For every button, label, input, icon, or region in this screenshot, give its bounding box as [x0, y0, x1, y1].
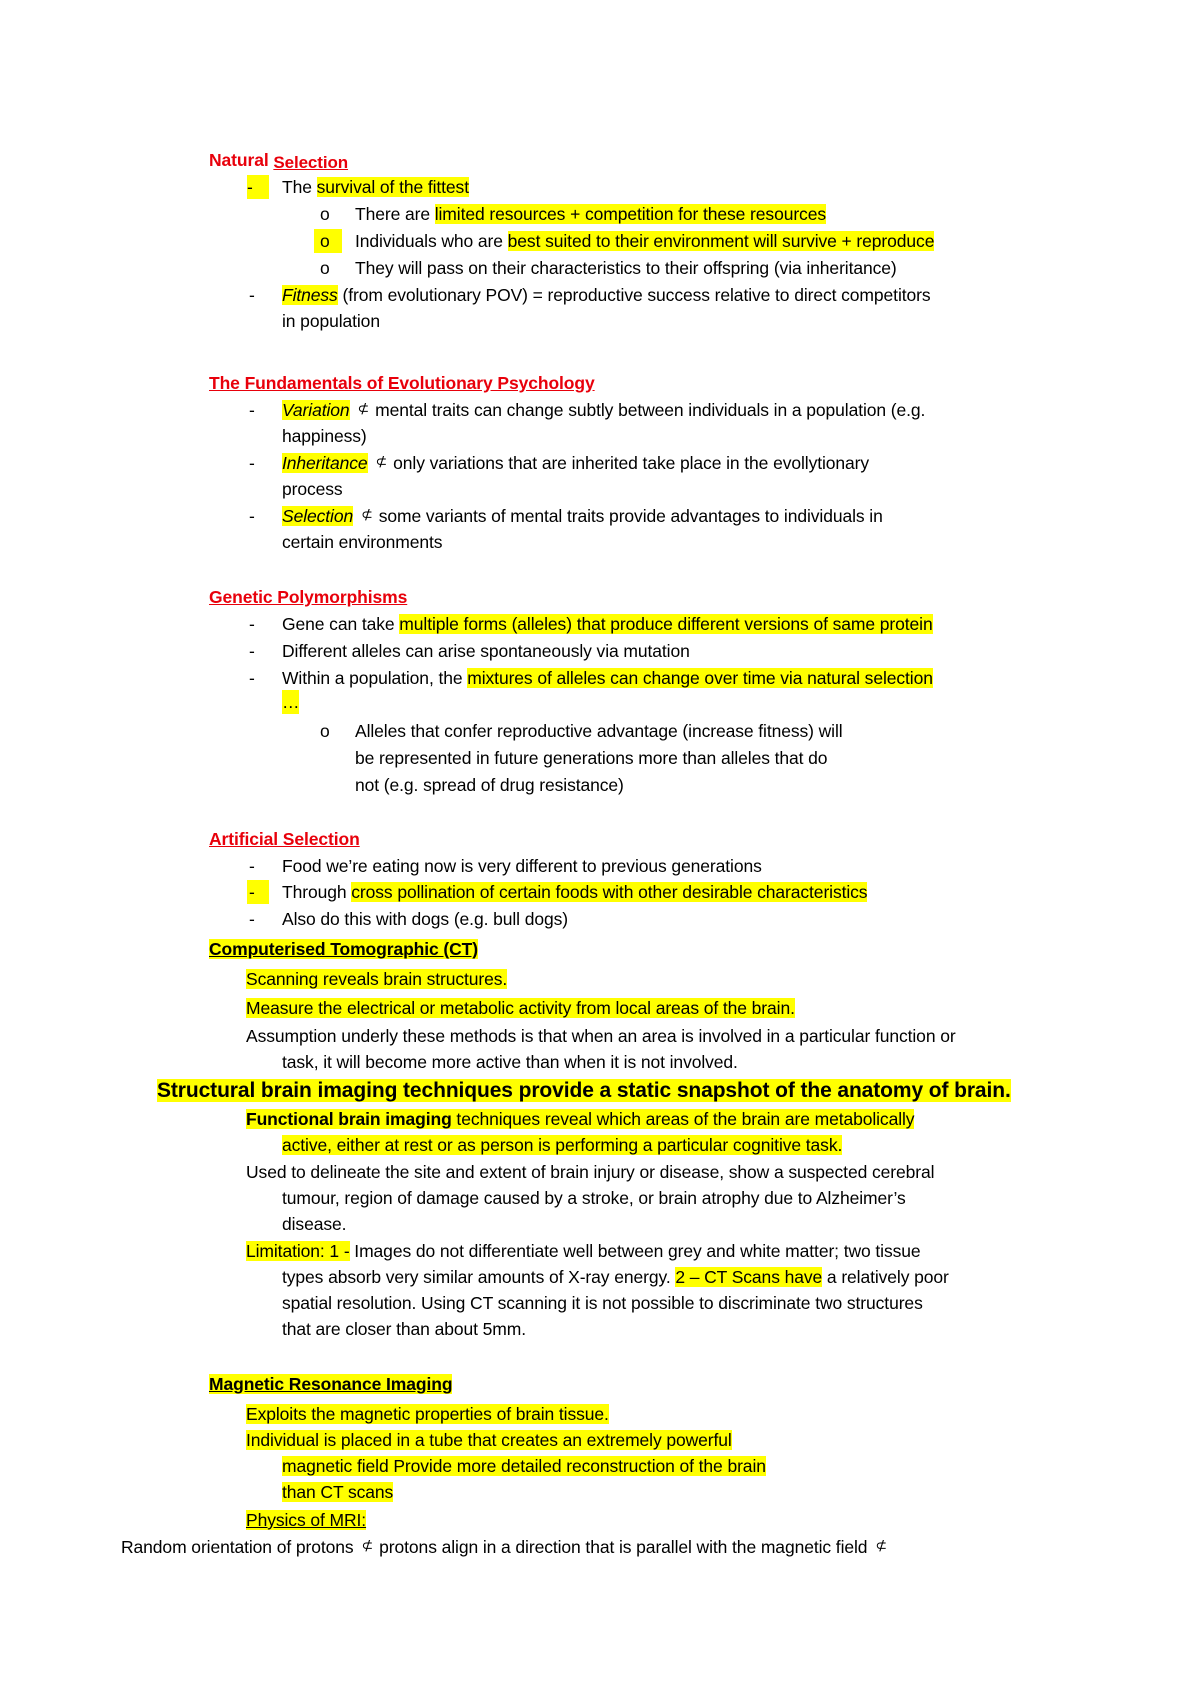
arrow-icon: ⊄ [361, 1537, 374, 1553]
list-item-continuation: not (e.g. spread of drug resistance) [355, 775, 624, 795]
list-item: Gene can take multiple forms (alleles) that produce different versions of same protein [282, 614, 933, 634]
paragraph-line: that are closer than about 5mm. [282, 1319, 526, 1339]
list-item: Food we’re eating now is very different to previous generations [282, 856, 762, 876]
list-item-continuation: happiness) [282, 426, 367, 446]
list-dash: - [247, 175, 269, 199]
paragraph-line: disease. [282, 1214, 347, 1234]
paragraph-line: active, either at rest or as person is performing a particular cognitive task. [282, 1135, 843, 1155]
paragraph-line: Physics of MRI: [246, 1510, 367, 1530]
list-item: Also do this with dogs (e.g. bull dogs) [282, 909, 568, 929]
paragraph-line: spatial resolution. Using CT scanning it is not possible to discriminate two structures [282, 1293, 923, 1313]
structural-imaging-statement: Structural brain imaging techniques provide a static snapshot of the anatomy of brain. [157, 1079, 1011, 1102]
list-item-continuation: certain environments [282, 532, 443, 552]
list-item: Individuals who are best suited to their environment will survive + reproduce [355, 231, 935, 251]
list-dash: - [249, 668, 255, 688]
paragraph-line: Random orientation of protons ⊄ protons align in a direction that is parallel with the magnetic field ⊄ [121, 1535, 893, 1560]
paragraph-line: Exploits the magnetic properties of brain tissue. [246, 1404, 609, 1424]
paragraph-line: than CT scans [282, 1482, 394, 1502]
list-item: Variation ⊄ mental traits can change subtly between individuals in a population (e.g. [282, 398, 925, 423]
list-item-continuation: be represented in future generations more than alleles that do [355, 748, 828, 768]
list-dash: - [249, 614, 255, 634]
list-dash: - [249, 285, 255, 305]
list-dash: - [249, 506, 255, 526]
list-item-continuation: … [282, 692, 300, 712]
list-dash: - [249, 400, 255, 420]
list-item: There are limited resources + competition for these resources [355, 204, 826, 224]
list-item: Within a population, the mixtures of alleles can change over time via natural selection [282, 668, 933, 688]
paragraph-line: task, it will become more active than when it is not involved. [282, 1052, 738, 1072]
heading-mri: Magnetic Resonance Imaging [209, 1374, 453, 1394]
list-item: Through cross pollination of certain foods with other desirable characteristics [282, 882, 868, 902]
bullet: o [320, 258, 330, 278]
paragraph-line: magnetic field Provide more detailed reconstruction of the brain [282, 1456, 766, 1476]
paragraph-line: Used to delineate the site and extent of brain injury or disease, show a suspected cerebral [246, 1162, 935, 1182]
paragraph-line: Assumption underly these methods is that when an area is involved in a particular function or [246, 1026, 956, 1046]
paragraph-line: Limitation: 1 - Images do not differentiate well between grey and white matter; two tissue [246, 1241, 921, 1261]
heading-natural-word: Natural [209, 150, 269, 170]
list-item-continuation: in population [282, 311, 380, 331]
paragraph-line: types absorb very similar amounts of X-ray energy. 2 – CT Scans have a relatively poor [282, 1267, 949, 1287]
list-item: Different alleles can arise spontaneously via mutation [282, 641, 690, 661]
heading-genetic-polymorphisms: Genetic Polymorphisms [209, 587, 408, 607]
paragraph-line: Individual is placed in a tube that creates an extremely powerful [246, 1430, 732, 1450]
list-dash: - [249, 909, 255, 929]
paragraph-line: tumour, region of damage caused by a stroke, or brain atrophy due to Alzheimer’s [282, 1188, 906, 1208]
heading-ct: Computerised Tomographic (CT) [209, 939, 478, 959]
list-dash: - [249, 641, 255, 661]
list-dash: - [249, 453, 255, 473]
list-item: The survival of the fittest [282, 177, 469, 197]
list-dash: - [249, 856, 255, 876]
bullet: o [314, 229, 342, 253]
list-item: Alleles that confer reproductive advantage (increase fitness) will [355, 721, 843, 741]
list-item-continuation: process [282, 479, 343, 499]
list-item: They will pass on their characteristics to their offspring (via inheritance) [355, 258, 897, 278]
heading-natural-selection [209, 148, 348, 173]
arrow-icon: ⊄ [357, 400, 370, 416]
arrow-icon: ⊄ [375, 453, 388, 469]
heading-artificial-selection: Artificial Selection [209, 829, 360, 849]
bullet: o [320, 721, 330, 741]
list-item: Selection ⊄ some variants of mental traits provide advantages to individuals in [282, 504, 883, 529]
list-item: Inheritance ⊄ only variations that are inherited take place in the evollytionary [282, 451, 869, 476]
list-dash: - [247, 880, 269, 904]
heading-fundamentals: The Fundamentals of Evolutionary Psychology [209, 373, 595, 393]
list-item: Fitness (from evolutionary POV) = reproductive success relative to direct competitors [282, 285, 931, 305]
paragraph-line: Measure the electrical or metabolic activity from local areas of the brain. [246, 998, 795, 1018]
paragraph-line: Functional brain imaging techniques reveal which areas of the brain are metabolically [246, 1109, 915, 1129]
paragraph-line: Scanning reveals brain structures. [246, 969, 508, 989]
heading-selection-word: Selection [273, 153, 349, 172]
bullet: o [320, 204, 330, 224]
arrow-icon: ⊄ [361, 506, 373, 522]
arrow-icon: ⊄ [875, 1537, 888, 1553]
